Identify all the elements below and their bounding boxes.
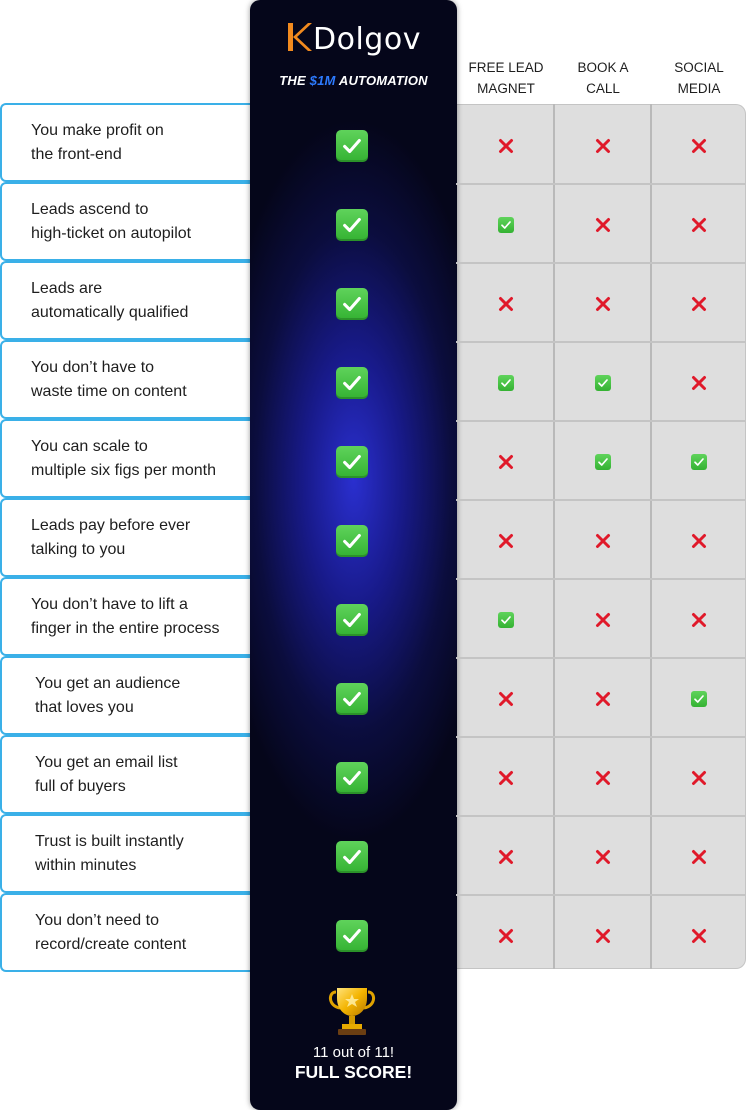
grid-divider-vertical: [553, 104, 555, 969]
score-title: FULL SCORE!: [294, 1062, 413, 1082]
tagline-prefix: THE: [279, 73, 310, 88]
grid-divider-horizontal: [456, 894, 746, 896]
cross-icon: [498, 454, 514, 470]
cross-icon: [691, 533, 707, 549]
cross-icon: [595, 770, 611, 786]
grid-divider-horizontal: [456, 736, 746, 738]
cross-icon: [595, 612, 611, 628]
check-icon: [336, 130, 368, 162]
cross-icon: [498, 691, 514, 707]
cross-icon: [595, 928, 611, 944]
logo-mark-icon: [286, 20, 312, 54]
cross-icon: [691, 375, 707, 391]
check-icon: [336, 683, 368, 715]
cross-icon: [691, 612, 707, 628]
grid-divider-horizontal: [456, 420, 746, 422]
feature-label: You don’t need to record/create content: [35, 911, 187, 953]
cross-icon: [691, 928, 707, 944]
score-line: 11 out of 11!: [312, 1044, 395, 1061]
feature-row: [0, 577, 252, 656]
cross-icon: [498, 296, 514, 312]
check-icon: [691, 691, 707, 707]
cross-icon: [691, 849, 707, 865]
feature-label: You don’t have to lift a finger in the entire process: [31, 595, 220, 637]
feature-row: [0, 893, 252, 972]
grid-divider-horizontal: [456, 341, 746, 343]
feature-label: Leads are automatically qualified: [31, 279, 189, 321]
feature-row: [0, 103, 252, 182]
feature-row: [0, 182, 252, 261]
cross-icon: [595, 691, 611, 707]
cross-icon: [595, 849, 611, 865]
cross-icon: [691, 770, 707, 786]
check-icon: [595, 375, 611, 391]
feature-row: [0, 340, 252, 419]
grid-divider-horizontal: [456, 499, 746, 501]
feature-label: You don’t have to waste time on content: [31, 358, 187, 400]
check-icon: [336, 288, 368, 320]
feature-row: [0, 498, 252, 577]
check-icon: [336, 446, 368, 478]
check-icon: [336, 367, 368, 399]
tagline-accent: $1M: [309, 73, 336, 88]
check-icon: [336, 841, 368, 873]
cross-icon: [498, 533, 514, 549]
feature-row: [0, 261, 252, 340]
brand-logo: [250, 20, 457, 57]
check-icon: [498, 217, 514, 233]
column-header: BOOK A CALL: [577, 60, 629, 96]
cross-icon: [691, 296, 707, 312]
cross-icon: [691, 138, 707, 154]
check-icon: [336, 525, 368, 557]
cross-icon: [595, 217, 611, 233]
tagline: [250, 73, 457, 88]
grid-divider-horizontal: [456, 262, 746, 264]
feature-label: Trust is built instantly within minutes: [35, 832, 184, 874]
cross-icon: [498, 138, 514, 154]
feature-row: [0, 814, 252, 893]
cross-icon: [498, 849, 514, 865]
feature-row: [0, 656, 252, 735]
grid-divider-horizontal: [456, 183, 746, 185]
check-icon: [498, 375, 514, 391]
check-icon: [595, 454, 611, 470]
column-header: SOCIAL MEDIA: [674, 60, 724, 96]
check-icon: [691, 454, 707, 470]
feature-row: [0, 419, 252, 498]
cross-icon: [595, 533, 611, 549]
column-header: FREE LEAD MAGNET: [468, 60, 544, 96]
feature-label: Leads ascend to high-ticket on autopilot: [31, 200, 192, 242]
cross-icon: [595, 138, 611, 154]
cross-icon: [595, 296, 611, 312]
check-icon: [336, 920, 368, 952]
feature-label: Leads pay before ever talking to you: [31, 516, 191, 558]
cross-icon: [498, 928, 514, 944]
feature-row: [0, 735, 252, 814]
logo-wordmark: Dolgov: [313, 22, 421, 57]
cross-icon: [691, 217, 707, 233]
grid-divider-horizontal: [456, 578, 746, 580]
check-icon: [336, 604, 368, 636]
check-icon: [336, 209, 368, 241]
grid-divider-horizontal: [456, 657, 746, 659]
feature-label: You can scale to multiple six figs per month: [31, 437, 216, 479]
cross-icon: [498, 770, 514, 786]
grid-divider-horizontal: [456, 815, 746, 817]
grid-divider-vertical: [650, 104, 652, 969]
tagline-suffix: AUTOMATION: [335, 73, 428, 88]
trophy-icon: [326, 986, 378, 1036]
feature-label: You make profit on the front-end: [31, 121, 164, 163]
check-icon: [336, 762, 368, 794]
feature-label: You get an email list full of buyers: [35, 753, 178, 795]
check-icon: [498, 612, 514, 628]
feature-label: You get an audience that loves you: [35, 674, 181, 716]
